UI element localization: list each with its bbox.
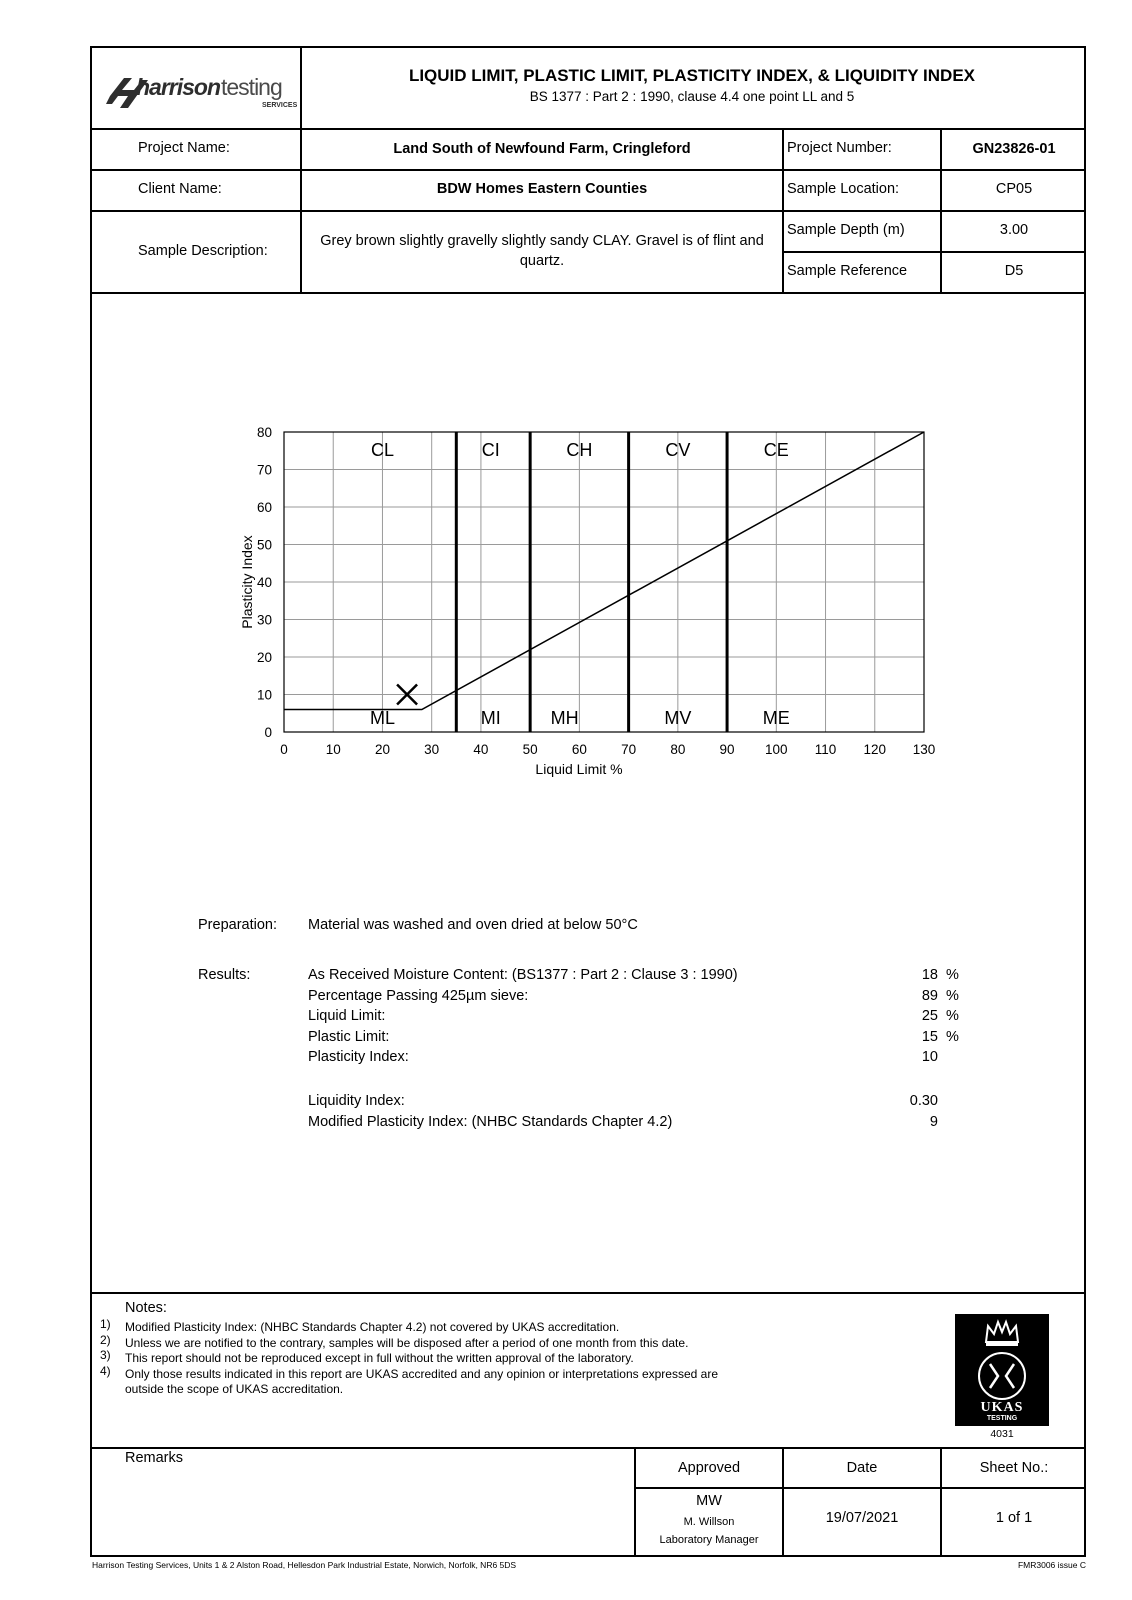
preparation-text: Material was washed and oven dried at below 50°C bbox=[308, 917, 638, 933]
x-tick-label: 60 bbox=[571, 742, 587, 757]
y-tick-label: 10 bbox=[256, 687, 272, 703]
result-unit: % bbox=[946, 967, 959, 983]
sample-description-line1: Grey brown slightly gravelly slightly sandy CLAY. Gravel is of flint and bbox=[320, 233, 764, 249]
sheet-number: 1 of 1 bbox=[995, 1510, 1033, 1526]
result-value: 9 bbox=[929, 1113, 938, 1130]
preparation-label: Preparation: bbox=[198, 917, 277, 933]
sample-reference-value: D5 bbox=[1004, 263, 1024, 279]
plasticity-chart bbox=[230, 410, 950, 790]
sample-description-line2: quartz. bbox=[519, 253, 565, 269]
x-tick-label: 20 bbox=[374, 742, 390, 757]
client-name-value: BDW Homes Eastern Counties bbox=[436, 181, 648, 197]
client-name-label: Client Name: bbox=[138, 181, 222, 197]
lower-zone-label: MV bbox=[664, 708, 692, 728]
approver-name: M. Willson bbox=[683, 1516, 735, 1528]
form-reference: FMR3006 issue C bbox=[1017, 1560, 1086, 1570]
report-date: 19/07/2021 bbox=[825, 1510, 899, 1526]
approver-initials: MW bbox=[696, 1493, 722, 1509]
note-number: 1) bbox=[100, 1317, 111, 1331]
result-value: 18 bbox=[921, 967, 938, 983]
company-address: Harrison Testing Services, Units 1 & 2 Alston Road, Hellesdon Park Industrial Estate, Norwich, Norfolk, NR6 5DS bbox=[92, 1560, 517, 1570]
logo-sub: SERVICES bbox=[262, 102, 298, 109]
logo-text-light: testing bbox=[221, 74, 282, 100]
ukas-mark bbox=[955, 1314, 1049, 1426]
lower-zone-label: ML bbox=[369, 708, 395, 728]
y-tick-label: 20 bbox=[256, 650, 272, 665]
note-text: outside the scope of UKAS accreditation. bbox=[125, 1382, 344, 1396]
ukas-name: UKAS bbox=[980, 1400, 1024, 1415]
note-text: Unless we are notified to the contrary, samples will be disposed after a period of one month from this date. bbox=[125, 1335, 689, 1350]
x-tick-label: 100 bbox=[765, 742, 788, 757]
sample-location-label: Sample Location: bbox=[787, 181, 900, 197]
result-value: 89 bbox=[921, 987, 938, 1004]
x-tick-label: 30 bbox=[424, 742, 440, 757]
note-text: Only those results indicated in this report are UKAS accredited and any opinion or interpretations expressed are bbox=[125, 1366, 718, 1381]
result-name: As Received Moisture Content: (BS1377 : Part 2 : Clause 3 : 1990) bbox=[308, 967, 738, 983]
result-value: 15 bbox=[921, 1028, 938, 1045]
upper-zone-label: CI bbox=[481, 440, 500, 460]
company-logo bbox=[106, 70, 298, 120]
project-name-label: Project Name: bbox=[138, 140, 230, 156]
y-axis-label: Plasticity Index bbox=[239, 535, 255, 629]
note-number: 2) bbox=[100, 1332, 111, 1347]
x-tick-label: 110 bbox=[814, 742, 837, 757]
x-axis-label: Liquid Limit % bbox=[535, 761, 623, 777]
report-subtitle: BS 1377 : Part 2 : 1990, clause 4.4 one point LL and 5 bbox=[529, 89, 855, 104]
x-tick-label: 130 bbox=[912, 742, 936, 757]
ukas-number: 4031 bbox=[990, 1428, 1014, 1440]
x-tick-label: 90 bbox=[719, 742, 735, 757]
x-tick-label: 80 bbox=[670, 742, 686, 757]
result-unit: % bbox=[946, 1028, 959, 1045]
result-value: 10 bbox=[921, 1049, 938, 1065]
project-number-value: GN23826-01 bbox=[972, 141, 1056, 157]
lower-zone-label: MH bbox=[550, 708, 579, 728]
note-number: 3) bbox=[100, 1348, 111, 1362]
approved-label: Approved bbox=[677, 1460, 741, 1476]
project-number-label: Project Number: bbox=[787, 140, 892, 156]
y-tick-label: 40 bbox=[256, 575, 272, 590]
upper-zone-label: CL bbox=[370, 440, 394, 460]
project-name-value: Land South of Newfound Farm, Cringleford bbox=[393, 141, 691, 157]
y-tick-label: 30 bbox=[256, 612, 272, 628]
y-tick-label: 0 bbox=[264, 725, 272, 740]
result-name: Modified Plasticity Index: (NHBC Standards Chapter 4.2) bbox=[308, 1113, 673, 1130]
result-name: Plasticity Index: bbox=[308, 1049, 409, 1065]
x-tick-label: 40 bbox=[473, 742, 489, 757]
sample-description-label: Sample Description: bbox=[138, 243, 268, 259]
result-unit: % bbox=[946, 1008, 959, 1024]
y-tick-label: 80 bbox=[256, 425, 272, 440]
remarks-label: Remarks bbox=[125, 1450, 184, 1466]
date-label: Date bbox=[846, 1460, 878, 1476]
x-tick-label: 10 bbox=[325, 742, 341, 757]
x-tick-label: 0 bbox=[280, 742, 288, 757]
y-tick-label: 50 bbox=[256, 537, 272, 553]
upper-zone-label: CV bbox=[665, 440, 691, 460]
ukas-sub: TESTING bbox=[986, 1415, 1018, 1422]
note-text: This report should not be reproduced except in full without the written approval of the laboratory. bbox=[125, 1351, 634, 1365]
sample-location-value: CP05 bbox=[995, 181, 1033, 197]
result-name: Liquid Limit: bbox=[308, 1008, 386, 1024]
x-tick-label: 120 bbox=[863, 742, 887, 757]
note-number: 4) bbox=[100, 1363, 111, 1378]
logo-text-bold: harrison bbox=[136, 74, 221, 100]
x-tick-label: 70 bbox=[621, 742, 637, 757]
result-value: 0.30 bbox=[909, 1093, 938, 1109]
x-tick-label: 50 bbox=[522, 742, 538, 757]
report-title: LIQUID LIMIT, PLASTIC LIMIT, PLASTICITY INDEX, & LIQUIDITY INDEX bbox=[408, 66, 976, 85]
sheet-label: Sheet No.: bbox=[979, 1460, 1049, 1476]
sample-depth-value: 3.00 bbox=[999, 222, 1029, 238]
y-tick-label: 60 bbox=[256, 500, 272, 515]
result-value: 25 bbox=[921, 1008, 938, 1024]
approver-title: Laboratory Manager bbox=[659, 1534, 759, 1546]
note-text: Modified Plasticity Index: (NHBC Standards Chapter 4.2) not covered by UKAS accreditation. bbox=[125, 1320, 620, 1334]
ukas-seal-icon bbox=[972, 1350, 1032, 1402]
upper-zone-label: CH bbox=[566, 440, 593, 460]
sample-depth-label: Sample Depth (m) bbox=[787, 222, 905, 238]
result-name: Percentage Passing 425µm sieve: bbox=[308, 987, 529, 1004]
lower-zone-label: MI bbox=[480, 708, 501, 728]
result-name: Plastic Limit: bbox=[308, 1028, 390, 1045]
sample-reference-label: Sample Reference bbox=[787, 263, 908, 279]
crown-icon bbox=[982, 1318, 1022, 1348]
result-name: Liquidity Index: bbox=[308, 1093, 405, 1109]
upper-zone-label: CE bbox=[763, 440, 789, 460]
notes-title: Notes: bbox=[125, 1300, 167, 1316]
y-tick-label: 70 bbox=[256, 462, 272, 478]
lower-zone-label: ME bbox=[762, 708, 790, 728]
results-label: Results: bbox=[198, 967, 251, 983]
a-line bbox=[284, 432, 924, 710]
result-unit: % bbox=[946, 987, 959, 1004]
